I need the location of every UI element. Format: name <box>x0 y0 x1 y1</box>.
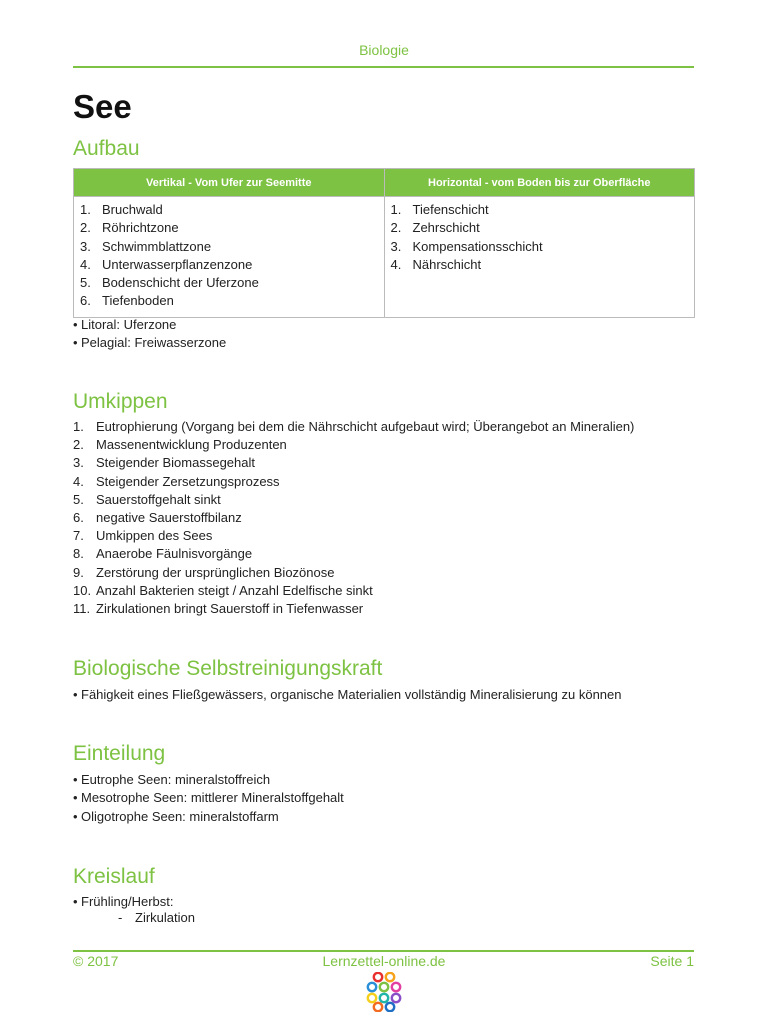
footer-divider <box>73 950 694 952</box>
list-item: 1. Eutrophierung (Vorgang bei dem die Nährschicht aufgebaut wird; Überangebot an Mineralien) <box>73 419 635 434</box>
table-cell-vertikal <box>74 197 385 318</box>
list-item: 5. Sauerstoffgehalt sinkt <box>73 491 221 507</box>
dash-marker: - <box>118 910 123 925</box>
list-item: 8. Anaerobe Fäulnisvorgänge <box>73 546 253 562</box>
table-cell-horizontal <box>384 197 695 318</box>
list-item: 2. Zehrschicht <box>390 220 480 236</box>
list-item: 3. Schwimmblattzone <box>80 238 212 254</box>
section-heading-einteilung: Einteilung <box>73 742 166 765</box>
list-item: 1. Tiefenschicht <box>390 202 489 217</box>
list-item: 10. Anzahl Bakterien steigt / Anzahl Edelfische sinkt <box>73 582 373 598</box>
list-item: • Fähigkeit eines Fließgewässers, organische Materialien vollständig Mineralisierung zu können <box>73 687 622 702</box>
vertikal-list <box>80 201 378 311</box>
kreislauf-subitem: - Zirkulation <box>118 910 195 925</box>
list-item: 6. Tiefenboden <box>80 293 174 309</box>
list-item: 9. Zerstörung der ursprünglichen Biozönose <box>73 564 335 580</box>
table-header-vertikal: Vertikal - Vom Ufer zur Seemitte <box>74 169 385 197</box>
list-item: 2. Röhrichtzone <box>80 220 179 236</box>
list-item: • Oligotrophe Seen: mineralstoffarm <box>73 808 279 824</box>
list-item: • Eutrophe Seen: mineralstoffreich <box>73 772 271 787</box>
section-heading-aufbau: Aufbau <box>73 137 140 160</box>
page-title: See <box>73 88 132 125</box>
header-subject: Biologie <box>359 42 409 58</box>
kreislauf-bullets <box>73 893 173 911</box>
section-heading-kreislauf: Kreislauf <box>73 865 155 888</box>
footer-site-link[interactable]: Lernzettel-online.de <box>322 953 446 969</box>
list-item: 3. Kompensationsschicht <box>390 238 543 254</box>
table-header-horizontal: Horizontal - vom Boden bis zur Oberfläche <box>384 169 695 197</box>
header-divider <box>73 66 694 68</box>
list-item: 7. Umkippen des Sees <box>73 528 213 544</box>
list-item: 6. negative Sauerstoffbilanz <box>73 509 242 525</box>
section-heading-selbstreinigung: Biologische Selbstreinigungskraft <box>73 657 383 680</box>
list-item: 4. Steigender Zersetzungsprozess <box>73 473 280 489</box>
horizontal-list <box>391 201 689 274</box>
selbstreinigung-bullets <box>73 686 622 704</box>
list-item: 2. Massenentwicklung Produzenten <box>73 437 287 453</box>
list-item: • Mesotrophe Seen: mittlerer Mineralstoffgehalt <box>73 790 344 806</box>
list-item: 1. Bruchwald <box>80 202 163 217</box>
footer-page-number: Seite 1 <box>650 953 694 969</box>
list-item: • Pelagial: Freiwasserzone <box>73 335 227 351</box>
list-item: 3. Steigender Biomassegehalt <box>73 455 255 471</box>
aufbau-table <box>73 168 695 318</box>
list-item: • Litoral: Uferzone <box>73 317 177 332</box>
list-item: 11. Zirkulationen bringt Sauerstoff in Tiefenwasser <box>73 600 364 616</box>
list-item: 4. Unterwasserpflanzenzone <box>80 256 253 272</box>
list-item: 4. Nährschicht <box>390 256 482 272</box>
section-heading-umkippen: Umkippen <box>73 390 168 413</box>
umkippen-list <box>73 418 634 618</box>
list-item: 5. Bodenschicht der Uferzone <box>80 275 259 291</box>
colorful-rings-logo-icon <box>364 972 404 1012</box>
footer-copyright: © 2017 <box>73 953 119 969</box>
aufbau-bullets <box>73 316 226 353</box>
einteilung-bullets <box>73 771 344 826</box>
list-item: • Frühling/Herbst: <box>73 894 174 909</box>
